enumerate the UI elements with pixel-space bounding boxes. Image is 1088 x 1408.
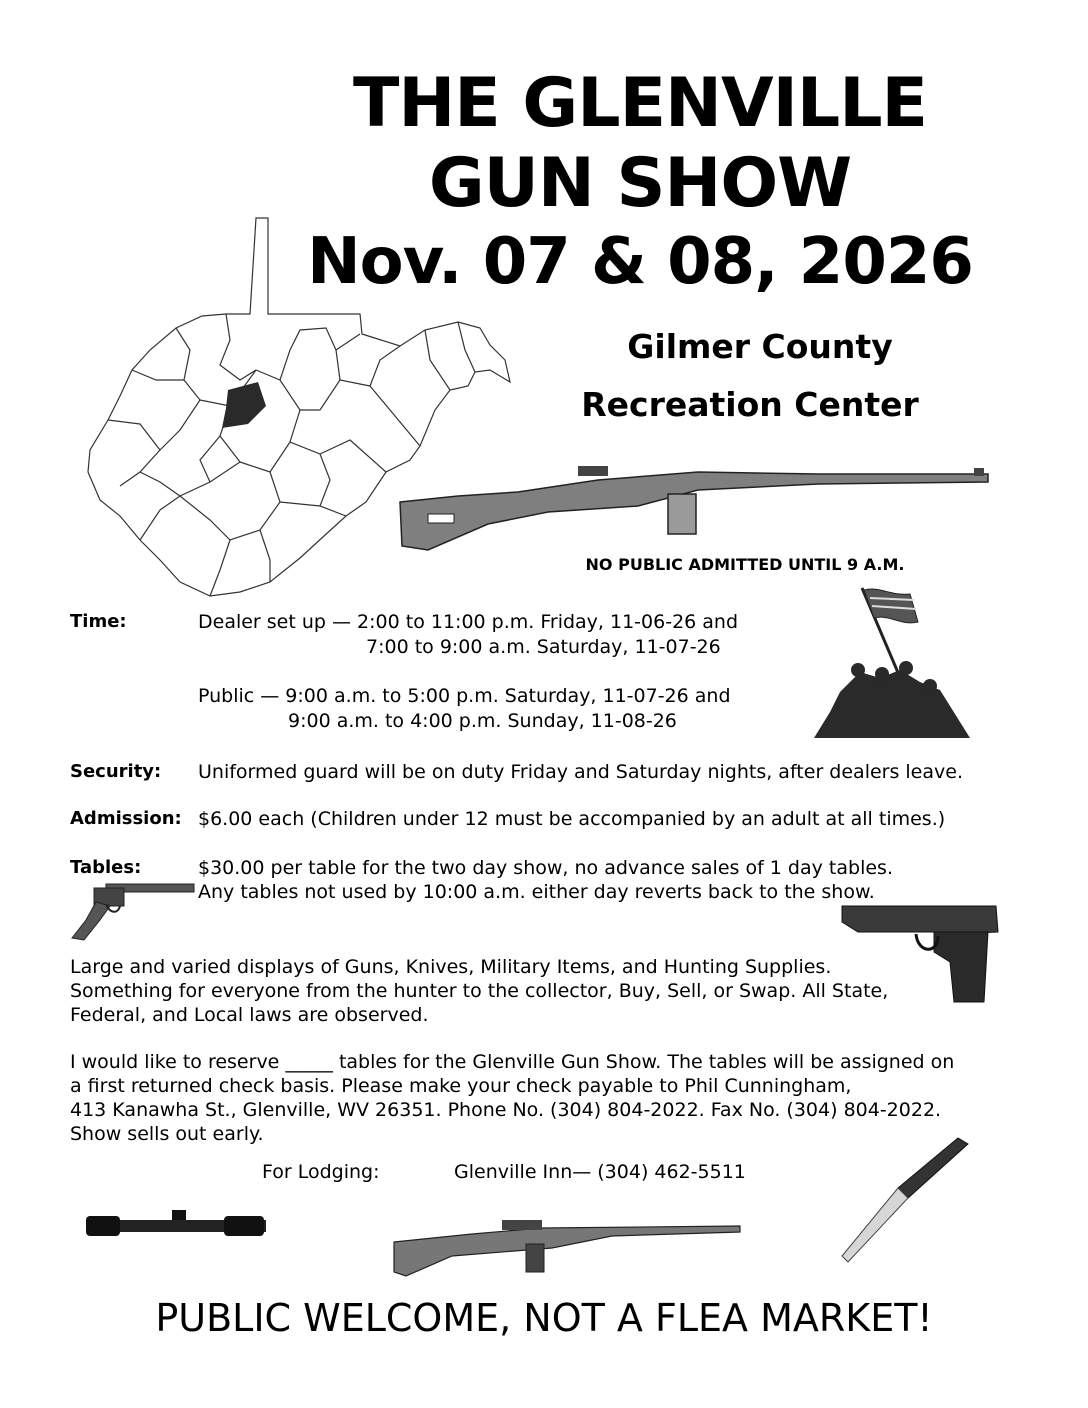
displays-line-2: Something for everyone from the hunter to the collector, Buy, Sell, or Swap. All State,: [70, 980, 889, 1002]
displays-line-1: Large and varied displays of Guns, Knives, Military Items, and Hunting Supplies.: [70, 956, 832, 978]
public-hours-line-2: 9:00 a.m. to 4:00 p.m. Sunday, 11-08-26: [288, 710, 677, 732]
iwo-jima-flag-raising: [810, 582, 980, 742]
m1-carbine-rifle: [398, 462, 998, 554]
security-text: Uniformed guard will be on duty Friday and Saturday nights, after dealers leave.: [198, 761, 963, 783]
folding-knife-image: [838, 1136, 974, 1268]
tables-line-1: $30.00 per table for the two day show, no advance sales of 1 day tables.: [198, 857, 893, 879]
admission-label: Admission:: [70, 808, 182, 829]
reserve-line-3: 413 Kanawha St., Glenville, WV 26351. Phone No. (304) 804-2022. Fax No. (304) 804-2022.: [70, 1099, 942, 1121]
venue-line-1: Gilmer County: [627, 327, 893, 366]
venue-line-2: Recreation Center: [581, 385, 919, 424]
tables-label: Tables:: [70, 857, 142, 878]
revolver-image: [66, 880, 196, 942]
tables-line-2: Any tables not used by 10:00 a.m. either day reverts back to the show.: [198, 881, 875, 903]
admission-text: $6.00 each (Children under 12 must be accompanied by an adult at all times.): [198, 808, 946, 830]
admission-notice: NO PUBLIC ADMITTED UNTIL 9 A.M.: [585, 555, 905, 574]
title-date: Nov. 07 & 08, 2026: [307, 225, 973, 299]
public-hours-line-1: Public — 9:00 a.m. to 5:00 p.m. Saturday, 11-07-26 and: [198, 685, 731, 707]
displays-line-3: Federal, and Local laws are observed.: [70, 1004, 429, 1026]
time-label: Time:: [70, 611, 127, 632]
lodging-text: Glenville Inn— (304) 462-5511: [454, 1161, 746, 1183]
reserve-line-1: I would like to reserve _____ tables for the Glenville Gun Show. The tables will be assigned on: [70, 1051, 955, 1073]
dealer-setup-line-2: 7:00 to 9:00 a.m. Saturday, 11-07-26: [366, 636, 721, 658]
title-line-1: THE GLENVILLE: [353, 64, 927, 143]
title-line-2: GUN SHOW: [428, 144, 852, 223]
dealer-setup-line-1: Dealer set up — 2:00 to 11:00 p.m. Friday, 11-06-26 and: [198, 611, 739, 633]
m14-rifle-image: [392, 1216, 742, 1280]
gilmer-county-highlight: [222, 382, 266, 428]
reserve-line-4: Show sells out early.: [70, 1123, 264, 1145]
footer-slogan: PUBLIC WELCOME, NOT A FLEA MARKET!: [155, 1296, 933, 1340]
rifle-scope-image: [84, 1208, 268, 1242]
reserve-line-2: a first returned check basis. Please make your check payable to Phil Cunningham,: [70, 1075, 852, 1097]
lodging-label: For Lodging:: [262, 1161, 380, 1183]
security-label: Security:: [70, 761, 162, 782]
